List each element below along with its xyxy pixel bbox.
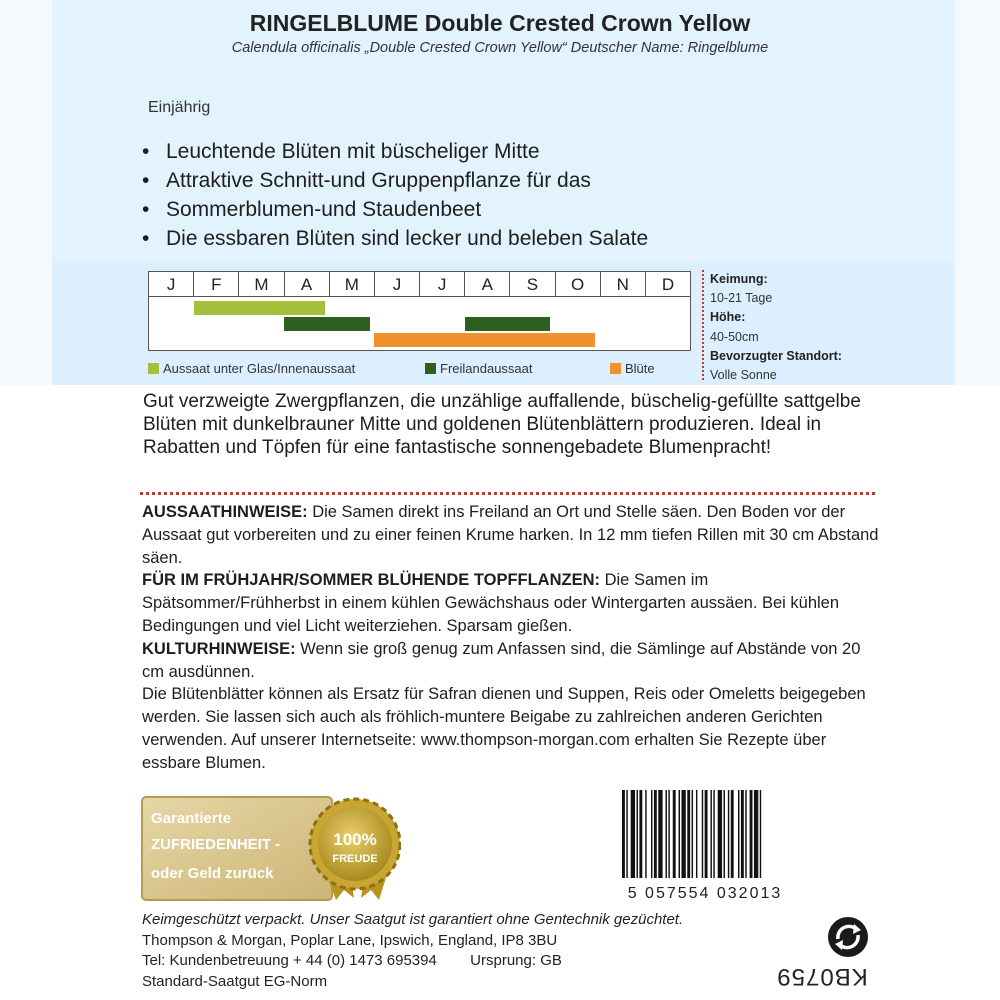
right-margin: [955, 0, 1000, 385]
barcode-bar: [696, 790, 697, 878]
barcode-bar: [687, 790, 690, 878]
calendar-months: [149, 272, 690, 297]
germination-label: Keimung:: [710, 272, 768, 286]
legend-swatch-outdoor: [425, 363, 436, 374]
badge-word: FREUDE: [332, 853, 378, 865]
footer-phone: Tel: Kundenbetreuung + 44 (0) 1473 695394 Ursprung: GB: [142, 952, 562, 969]
calendar-month: M: [239, 272, 284, 296]
barcode-bar: [658, 790, 662, 878]
barcode-bar: [745, 790, 746, 878]
product-title: RINGELBLUME Double Crested Crown Yellow: [249, 10, 751, 36]
legend-glass: [148, 361, 355, 376]
badge-percent: 100%: [333, 830, 377, 849]
culture-text: Wenn sie groß genug zum Anfassen sind, die Sämlinge auf Abstände von 20 cm ausdünnen.: [142, 639, 861, 681]
calendar-month: M: [330, 272, 375, 296]
legend-label-glass: Aussaat unter Glas/Innenaussaat: [163, 361, 356, 376]
barcode-digits: 5 057554 032013: [627, 885, 783, 902]
lifecycle-label: Einjährig: [148, 99, 211, 116]
calendar-month: S: [510, 272, 555, 296]
barcode-bar: [654, 790, 657, 878]
left-margin: [0, 0, 52, 385]
pot-instructions: [142, 569, 882, 637]
feature-item: • Die essbaren Blüten sind lecker und beleben Salate: [140, 224, 648, 253]
recycle-icon: [826, 915, 870, 959]
calendar-bar-glass: [194, 301, 325, 315]
feature-item: • Leuchtende Blüten mit büscheliger Mitte: [140, 137, 648, 166]
legend-bloom: [610, 361, 655, 376]
sowing-calendar: [148, 271, 691, 351]
barcode-bar: [626, 790, 627, 878]
botanical-name: Calendula officinalis „Double Crested Crown Yellow“ Deutscher Name: Ringelblume: [231, 40, 769, 56]
barcode-bar: [702, 790, 703, 878]
footer-address: Thompson & Morgan, Poplar Lane, Ipswich, England, IP8 3BU: [142, 931, 558, 949]
barcode-bars: [622, 790, 761, 878]
calendar-month: F: [194, 272, 239, 296]
barcode-bar: [651, 790, 652, 878]
height-label: Höhe:: [710, 310, 746, 325]
seal-line1: Garantierte: [151, 810, 232, 827]
feature-item-continued: • Sommerblumen-und Staudenbeet: [140, 195, 648, 224]
footer-note: Keimgeschützt verpackt. Unser Saatgut ist garantiert ohne Gentechnik gezüchtet.: [142, 911, 684, 928]
calendar-month: A: [285, 272, 330, 296]
legend-outdoor: [425, 361, 533, 376]
pot-title: FÜR IM FRÜHJAHR/SOMMER BLÜHENDE TOPFFLANZEN:: [142, 571, 601, 590]
barcode-bar: [713, 790, 714, 878]
barcode-bar: [622, 790, 625, 878]
barcode-bar: [718, 790, 722, 878]
barcode-bar: [692, 790, 693, 878]
instructions: [142, 501, 882, 775]
seal-line2: ZUFRIEDENHEIT -: [151, 836, 281, 853]
barcode-bar: [731, 790, 734, 878]
barcode-bar: [645, 790, 646, 878]
barcode-bar: [710, 790, 711, 878]
calendar-month: D: [661, 275, 675, 294]
culture-instructions: [142, 638, 882, 684]
barcode-bar: [668, 790, 669, 878]
info-divider: [702, 270, 704, 380]
barcode-bar: [631, 790, 635, 878]
legend-label-outdoor: Freilandaussaat: [440, 361, 533, 376]
germination-value: 10-21 Tage: [710, 291, 773, 306]
product-code: KB0759: [776, 963, 868, 990]
feature-list: [140, 137, 648, 253]
legend-label-bloom: Blüte: [625, 361, 655, 376]
barcode-bar: [741, 790, 744, 878]
calendar-bar-outdoor: [465, 317, 551, 331]
barcode-bar: [705, 790, 708, 878]
barcode-bar: [637, 790, 638, 878]
seal-line3: oder Geld zurück: [151, 865, 274, 882]
barcode-bar: [750, 790, 753, 878]
barcode-bar: [728, 790, 729, 878]
sowing-text: Die Samen direkt ins Freiland an Ort und Stelle säen. Den Boden vor der Aussaat gut vorbereiten und zu einer feinen Krume harken. In 12 mm tiefen Rillen mit 30 cm Abstand säen.: [142, 503, 879, 567]
barcode-bar: [673, 790, 676, 878]
feature-item: • Attraktive Schnitt-und Gruppenpflanze für das: [140, 166, 648, 195]
calendar-month: J: [420, 272, 465, 296]
barcode-bar: [666, 790, 667, 878]
barcode-bar: [724, 790, 725, 878]
calendar-bar-outdoor: [284, 317, 370, 331]
footer-norm: Standard-Saatgut EG-Norm: [142, 972, 328, 990]
footer: [142, 910, 683, 992]
barcode-bar: [681, 790, 685, 878]
usage-text: Die Blütenblätter können als Ersatz für Safran dienen und Suppen, Reis oder Omeletts beigegeben werden. Sie lassen sich auch als fröhlich-muntere Beigabe zu zahlreichen anderen Gerichten verwenden. Auf unserer Internetseite: www.thompson-morgan.com erhalten Sie Rezepte über essbare Blumen.: [142, 685, 866, 772]
legend-swatch-bloom: [610, 363, 621, 374]
calendar-month: A: [465, 272, 510, 296]
calendar-month: J: [375, 272, 420, 296]
calendar-month: J: [149, 272, 194, 296]
sowing-instructions: [142, 501, 882, 569]
location-value: Volle Sonne: [710, 368, 777, 383]
satisfaction-seal: [141, 796, 401, 901]
calendar-month: O: [556, 272, 601, 296]
barcode-bar: [639, 790, 642, 878]
calendar-month: N: [601, 272, 646, 296]
sowing-title: AUSSAATHINWEISE:: [142, 503, 308, 521]
legend-swatch-glass: [148, 363, 159, 374]
dotted-separator: [140, 492, 875, 495]
barcode-bar: [738, 790, 739, 878]
plant-info: [710, 270, 842, 385]
height-value: 40-50cm: [710, 329, 759, 344]
culture-title: KULTURHINWEISE:: [142, 639, 296, 658]
barcode-bar: [760, 790, 761, 878]
product-description: Gut verzweigte Zwergpflanzen, die unzählige auffallende, büschelig-gefüllte sattgelbe Blüten mit dunkelbrauner Mitte und goldenen Blütenblättern produzieren. Ideal in Rabatten und Töpfen für eine fantastische sonnengebadete Blumenpracht!: [143, 391, 861, 458]
pot-text: Die Samen im Spätsommer/Frühherbst in einem kühlen Gewächshaus oder Wintergarten aussäen. Bei kühlen Bedingungen und viel Licht weiterziehen. Sparsam gießen.: [142, 571, 840, 635]
barcode-bar: [679, 790, 680, 878]
calendar-bar-bloom: [374, 333, 595, 347]
barcode: [600, 788, 810, 903]
barcode-bar: [754, 790, 758, 878]
location-label: Bevorzugter Standort:: [710, 348, 842, 363]
